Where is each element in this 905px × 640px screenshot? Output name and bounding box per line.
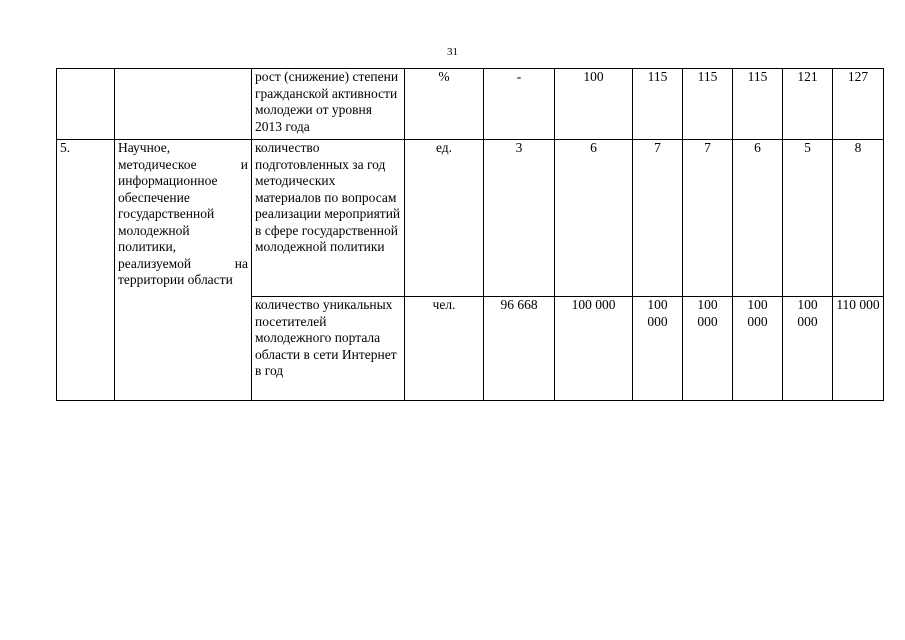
value-cell: 100 000 — [683, 297, 733, 401]
indicator-cell: рост (снижение) степени гражданской активности молодежи от уровня 2013 года — [252, 69, 405, 140]
value-cell: 100 000 — [555, 297, 633, 401]
value-cell: 100 — [555, 69, 633, 140]
value-cell: 8 — [833, 140, 884, 297]
value-cell: 110 000 — [833, 297, 884, 401]
value-cell: 96 668 — [484, 297, 555, 401]
value-cell: 3 — [484, 140, 555, 297]
value-cell: 7 — [633, 140, 683, 297]
unit-cell: чел. — [405, 297, 484, 401]
value-cell: 115 — [683, 69, 733, 140]
value-cell: - — [484, 69, 555, 140]
indicator-cell: количество уникальных посетителей молодежного портала области в сети Интернет в год — [252, 297, 405, 401]
value-cell: 121 — [783, 69, 833, 140]
task-name-cell — [115, 69, 252, 140]
page-number: 31 — [447, 46, 458, 58]
value-cell: 115 — [633, 69, 683, 140]
unit-cell: % — [405, 69, 484, 140]
table-row — [57, 140, 884, 297]
value-cell: 100 000 — [783, 297, 833, 401]
indicator-cell: количество подготовленных за год методических материалов по вопросам реализации мероприятий в сфере государственной молодежной политики — [252, 140, 405, 297]
value-cell: 7 — [683, 140, 733, 297]
task-name-cell: Научное, методическое и информационное обеспечение государственной молодежной политики, реализуемой на территории области — [115, 140, 252, 401]
value-cell: 6 — [555, 140, 633, 297]
row-number-cell: 5. — [57, 140, 115, 401]
indicators-table — [56, 68, 884, 401]
value-cell: 115 — [733, 69, 783, 140]
unit-cell: ед. — [405, 140, 484, 297]
row-number-cell — [57, 69, 115, 140]
value-cell: 6 — [733, 140, 783, 297]
value-cell: 5 — [783, 140, 833, 297]
value-cell: 127 — [833, 69, 884, 140]
table-row — [57, 69, 884, 140]
value-cell: 100 000 — [733, 297, 783, 401]
value-cell: 100 000 — [633, 297, 683, 401]
